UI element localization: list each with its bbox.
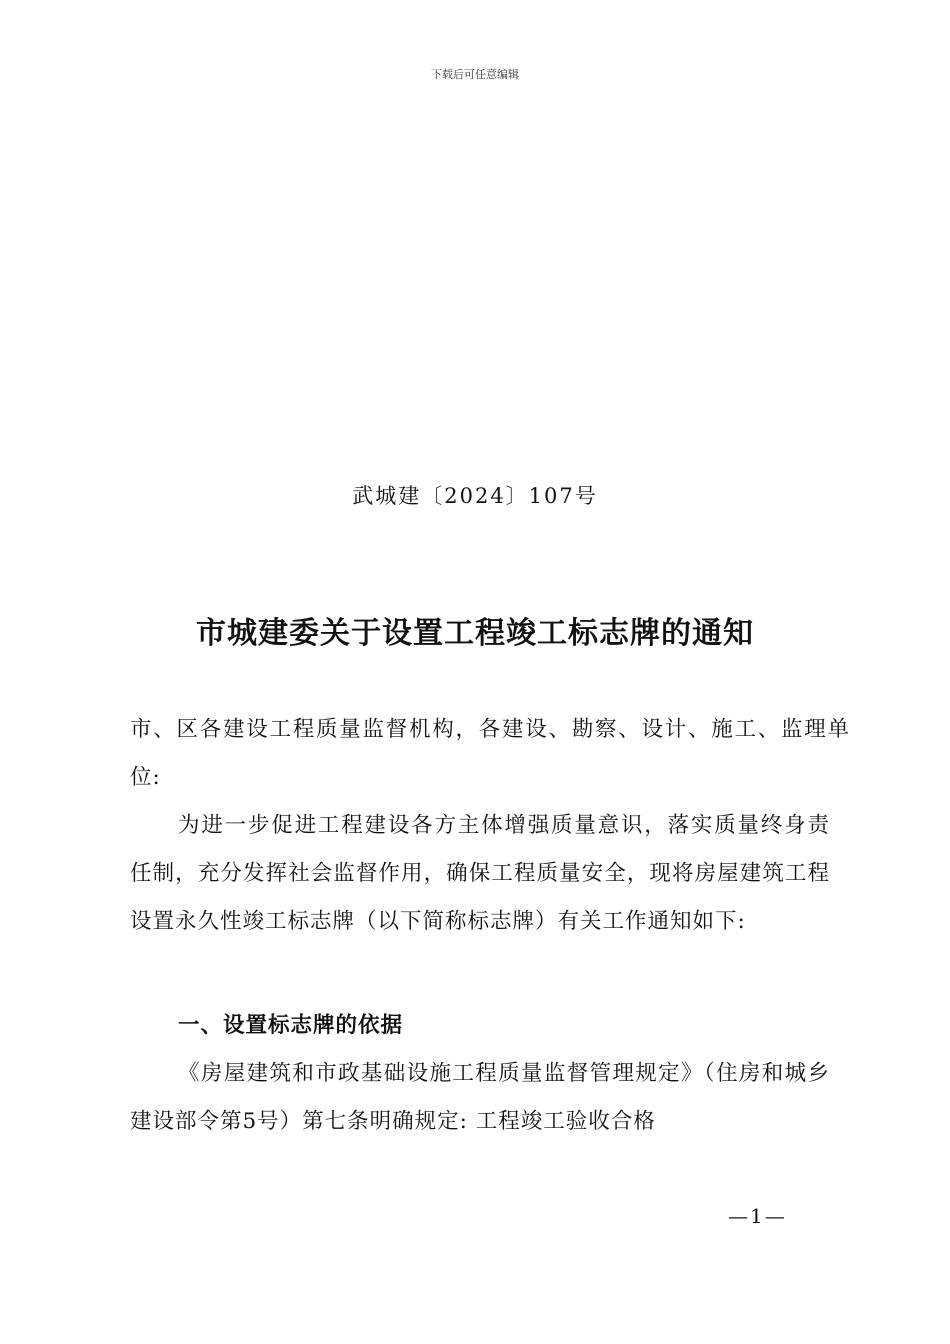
document-number: 武城建〔2024〕107号 bbox=[352, 484, 598, 508]
addressee-paragraph: 市、区各建设工程质量监督机构，各建设、勘察、设计、施工、监理单位: bbox=[130, 717, 850, 790]
document-title: 市城建委关于设置工程竣工标志牌的通知 bbox=[196, 616, 754, 651]
page-number: —1— bbox=[728, 1204, 787, 1228]
header-note: 下载后可任意编辑 bbox=[431, 68, 519, 81]
intro-paragraph: 为进一步促进工程建设各方主体增强质量意识，落实质量终身责任制，充分发挥社会监督作用，确保工程质量安全，现将房屋建筑工程设置永久性竣工标志牌（以下简称标志牌）有关工作通知如下: bbox=[130, 813, 830, 934]
section1-paragraph: 《房屋建筑和市政基础设施工程质量监督管理规定》（住房和城乡建设部令第5号）第七条明确规定: 工程竣工验收合格 bbox=[130, 1061, 830, 1134]
section1-heading: 一、设置标志牌的依据 bbox=[178, 1013, 404, 1038]
